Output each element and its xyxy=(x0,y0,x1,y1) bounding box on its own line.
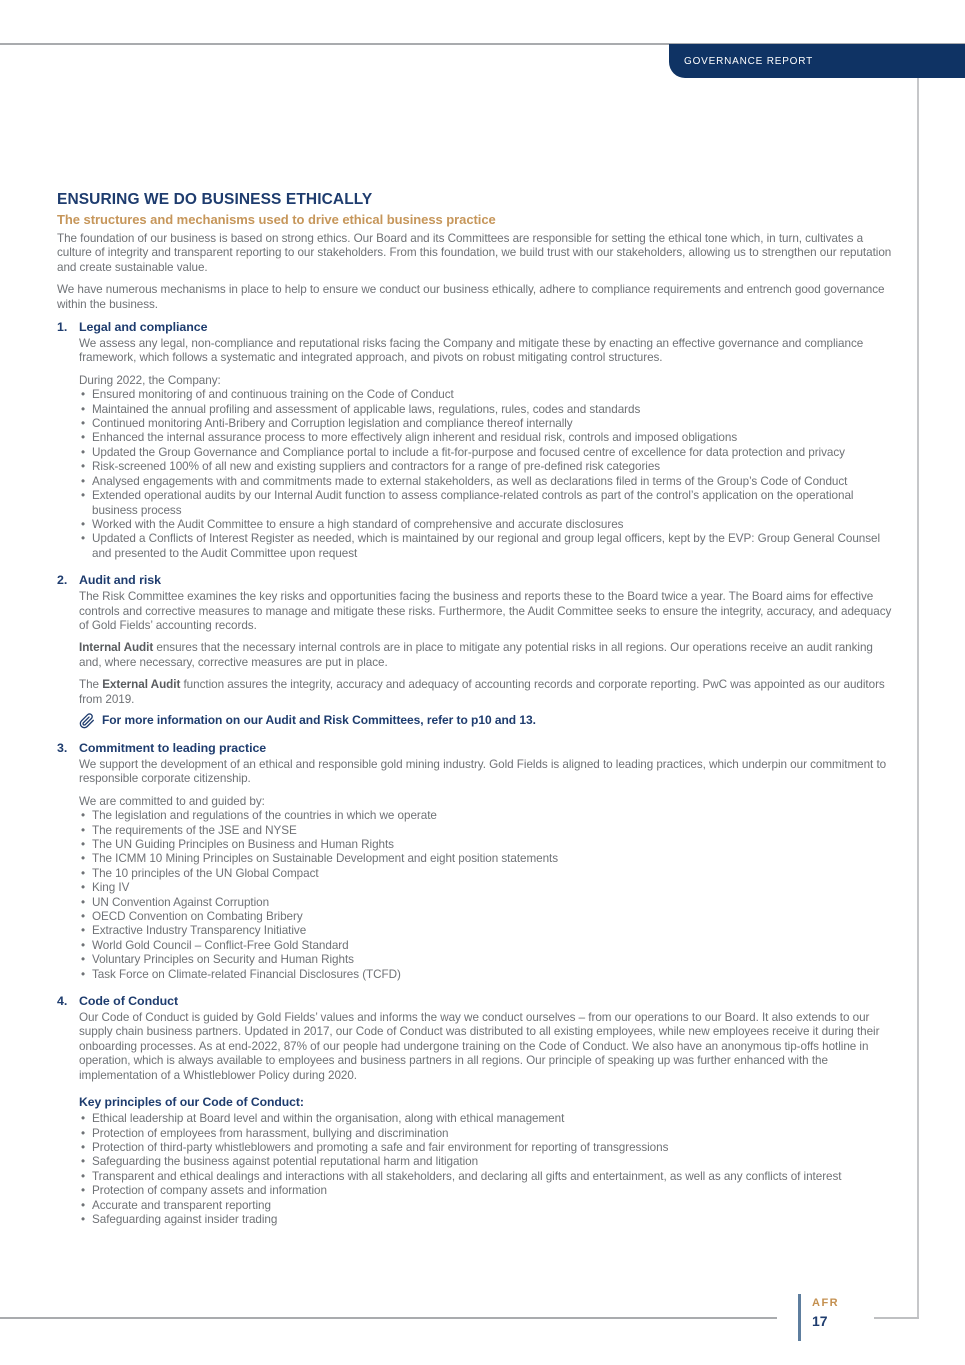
list-item: • UN Convention Against Corruption xyxy=(79,896,895,910)
list-item: • Analysed engagements with and commitments made to external stakeholders, as well as declarations filed in terms of the Group’s Code of Conduct xyxy=(79,475,895,489)
bullet-list xyxy=(79,809,895,982)
note-text: For more information on our Audit and Risk Committees, refer to p10 and 13. xyxy=(102,713,536,728)
page-title: ENSURING WE DO BUSINESS ETHICALLY xyxy=(57,191,373,208)
list-item: • Risk-screened 100% of all new and existing suppliers and contractors for a range of pre-defined risk categories xyxy=(79,460,895,474)
list-item: • The UN Guiding Principles on Business and Human Rights xyxy=(79,838,895,852)
bullet-list xyxy=(79,1112,895,1227)
list-item: • Transparent and ethical dealings and interactions with all stakeholders, and declaring all gifts and entertainment, as well as any conflicts of interest xyxy=(79,1170,895,1184)
section-paragraph: We assess any legal, non-compliance and reputational risks facing the Company and mitigate these by enacting an effective governance and compliance framework, which follows a systematic and integrated approach, and pivots on robust mitigating control structures. xyxy=(79,337,864,365)
list-item: • The 10 principles of the UN Global Compact xyxy=(79,867,895,881)
list-item: • Updated a Conflicts of Interest Register as needed, which is maintained by our regional and group legal officers, kept by the EVP: Group General Counsel and presented to the Audit Committee upon request xyxy=(79,532,895,561)
list-item: • Ensured monitoring of and continuous training on the Code of Conduct xyxy=(79,388,895,402)
main-content xyxy=(57,190,895,1227)
section-commitment-to-leading-practice xyxy=(57,741,895,982)
tab-label: GOVERNANCE REPORT xyxy=(684,55,813,67)
section-paragraph: We support the development of an ethical and responsible gold mining industry. Gold Fields is aligned to leading practices, which underpin our commitment to responsible corporate citizenship. xyxy=(79,757,887,786)
section-audit-and-risk xyxy=(57,573,895,729)
bottom-divider-right xyxy=(874,1317,919,1319)
external-audit-label: External Audit xyxy=(102,678,181,692)
page-number-block xyxy=(798,1294,839,1341)
bullet-list xyxy=(79,388,895,561)
list-item: • Protection of company assets and information xyxy=(79,1184,895,1198)
list-item: • Safeguarding the business against potential reputational harm and litigation xyxy=(79,1155,895,1169)
reference-note xyxy=(79,713,895,729)
list-item: • The legislation and regulations of the countries in which we operate xyxy=(79,809,895,823)
external-audit-paragraph xyxy=(79,678,895,707)
governance-report-tab xyxy=(669,44,965,78)
intro-paragraph-1: The foundation of our business is based on strong ethics. Our Board and its Committees are responsible for setting the ethical tone which, in turn, cultivates a culture of integrity and transparent reporting to our stakeholders. From this foundation, we build trust with our stakeholders, allowing us to strengthen our reputation and create sustainable value. xyxy=(57,232,892,274)
list-item: • Accurate and transparent reporting xyxy=(79,1199,895,1213)
bottom-divider-left xyxy=(0,1317,777,1319)
list-item: • OECD Convention on Combating Bribery xyxy=(79,910,895,924)
list-intro: During 2022, the Company: xyxy=(79,373,221,387)
section-paragraph: Our Code of Conduct is guided by Gold Fields’ values and informs the way we conduct ourselves – from our operations to our Board. It also extends to our supply chain business partners. Updated in 2017, our Code of Conduct was distributed to all existing employees, while new employees receive it during their onboarding processes. As at end-2022, 87% of our people had undergone training on the Code of Conduct. We also have an anonymous tip-offs hotline in operation, which is always available to employees and business partners in all regions. Our principle of speaking up was further enhanced with the implementation of a Whistleblower Policy during 2020. xyxy=(79,1011,880,1082)
external-audit-text: function assures the integrity, accuracy and adequacy of accounting records and corporate reporting. PwC was appointed as our auditors from 2019. xyxy=(79,678,885,706)
list-item: • Task Force on Climate-related Financial Disclosures (TCFD) xyxy=(79,968,895,982)
right-border xyxy=(917,78,919,1318)
section-heading: Commitment to leading practice xyxy=(79,740,267,755)
page-subtitle: The structures and mechanisms used to drive ethical business practice xyxy=(57,212,496,227)
list-item: • Protection of third-party whistleblowers and promoting a safe and fair environment for reporting of transgressions xyxy=(79,1141,895,1155)
list-intro: We are committed to and guided by: xyxy=(79,794,265,808)
list-item: • Protection of employees from harassment, bullying and discrimination xyxy=(79,1127,895,1141)
list-item: • King IV xyxy=(79,881,895,895)
afr-label: AFR xyxy=(812,1297,840,1309)
list-item: • Updated the Group Governance and Compliance portal to include a fit-for-purpose and focused centre of excellence for data protection and privacy xyxy=(79,446,895,460)
section-heading: Audit and risk xyxy=(79,573,161,588)
list-item: • Extended operational audits by our Internal Audit function to assess compliance-related controls as part of the control’s application on the operational business process xyxy=(79,489,895,518)
list-item: • Voluntary Principles on Security and Human Rights xyxy=(79,953,895,967)
list-item: • The ICMM 10 Mining Principles on Sustainable Development and eight position statements xyxy=(79,852,895,866)
list-item: • Enhanced the internal assurance process to more effectively align inherent and residual risk, controls and imposed obligations xyxy=(79,431,895,445)
section-legal-and-compliance xyxy=(57,320,895,561)
section-heading: Code of Conduct xyxy=(79,994,179,1009)
page-number: 17 xyxy=(812,1313,828,1329)
list-item: • Maintained the annual profiling and assessment of applicable laws, regulations, rules, codes and standards xyxy=(79,403,895,417)
list-item: • Worked with the Audit Committee to ensure a high standard of comprehensive and accurate disclosures xyxy=(79,518,895,532)
paperclip-icon xyxy=(79,713,95,729)
section-heading: Legal and compliance xyxy=(79,320,208,335)
section-number: 1. xyxy=(57,320,68,335)
section-paragraph: The Risk Committee examines the key risks and opportunities facing the business and reports these to the Board twice a year. The Board aims for effective controls and corrective measures to manage and mitigate these risks. Furthermore, the Audit Committee seeks to ensure the integrity, accuracy, and adequacy of Gold Fields’ accounting records. xyxy=(79,590,892,632)
page-number-bar xyxy=(798,1294,801,1341)
list-item: • World Gold Council – Conflict-Free Gold Standard xyxy=(79,939,895,953)
list-item: • Safeguarding against insider trading xyxy=(79,1213,895,1227)
intro-paragraph-2: We have numerous mechanisms in place to help to ensure we conduct our business ethically, adhere to compliance requirements and entrench good governance within the business. xyxy=(57,283,885,311)
section-number: 2. xyxy=(57,573,68,588)
list-item: • Ethical leadership at Board level and within the organisation, along with ethical management xyxy=(79,1112,895,1126)
list-item: • Extractive Industry Transparency Initiative xyxy=(79,924,895,938)
list-item: • The requirements of the JSE and NYSE xyxy=(79,824,895,838)
list-item: • Continued monitoring Anti-Bribery and Corruption legislation and compliance thereof internally xyxy=(79,417,895,431)
internal-audit-label: Internal Audit xyxy=(79,641,154,655)
section-number: 4. xyxy=(57,994,68,1009)
external-audit-pre: The xyxy=(79,678,103,692)
internal-audit-paragraph xyxy=(79,641,895,670)
section-code-of-conduct xyxy=(57,994,895,1227)
key-principles-heading: Key principles of our Code of Conduct: xyxy=(79,1095,304,1110)
page-number-text xyxy=(812,1294,839,1341)
internal-audit-text: ensures that the necessary internal controls are in place to mitigate any potential risks in all regions. Our operations receive an audit ranking and, where necessary, corrective measures are put in place. xyxy=(79,641,873,669)
section-number: 3. xyxy=(57,740,68,755)
